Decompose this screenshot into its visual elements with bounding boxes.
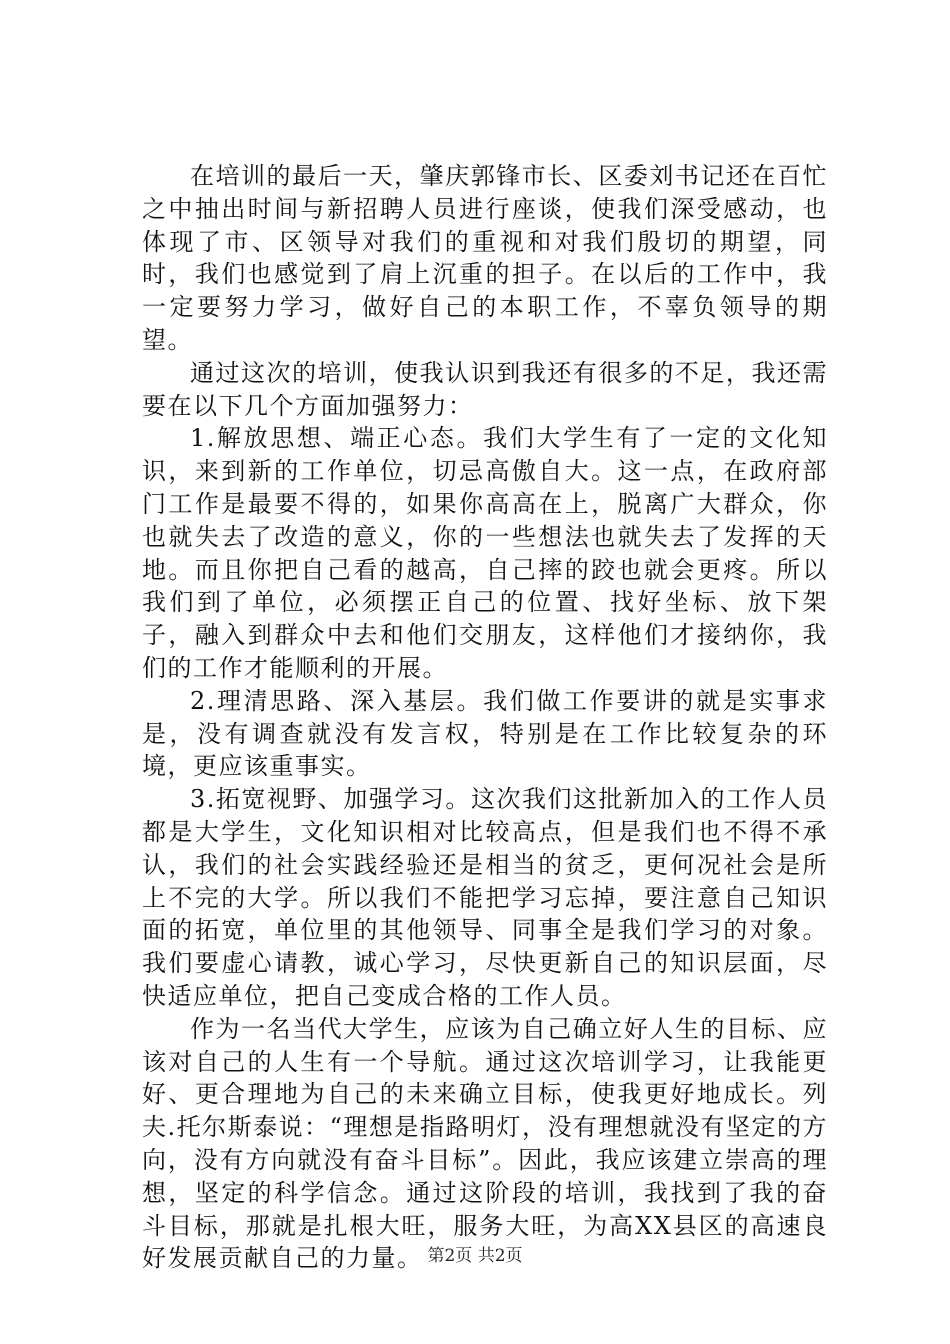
document-body — [142, 160, 828, 1275]
paragraph-3: 1.解放思想、端正心态。我们大学生有了一定的文化知识，来到新的工作单位，切忌高傲自大。这一点，在政府部门工作是最要不得的，如果你高高在上，脱离广大群众，你也就失去了改造的意义，你的一些想法也就失去了发挥的天地。而且你把自己看的越高，自己摔的跤也就会更疼。所以我们到了单位，必须摆正自己的位置、找好坐标、放下架子，融入到群众中去和他们交朋友，这样他们才接纳你，我们的工作才能顺利的开展。 — [142, 424, 828, 682]
paragraph-2: 通过这次的培训，使我认识到我还有很多的不足，我还需要在以下几个方面加强努力： — [142, 358, 828, 420]
paragraph-1: 在培训的最后一天，肇庆郭锋市长、区委刘书记还在百忙之中抽出时间与新招聘人员进行座谈，使我们深受感动，也体现了市、区领导对我们的重视和对我们殷切的期望，同时，我们也感觉到了肩上沉重的担子。在以后的工作中，我一定要努力学习，做好自己的本职工作，不辜负领导的期望。 — [142, 162, 828, 354]
paragraph-4: 2.理清思路、深入基层。我们做工作要讲的就是实事求是，没有调查就没有发言权，特别是在工作比较复杂的环境，更应该重事实。 — [142, 686, 828, 781]
paragraph-6: 作为一名当代大学生，应该为自己确立好人生的目标、应该对自己的人生有一个导航。通过这次培训学习，让我能更好、更合理地为自己的未来确立目标，使我更好地成长。列夫.托尔斯泰说：“理想是指路明灯，没有理想就没有坚定的方向，没有方向就没有奋斗目标”。因此，我应该建立崇高的理想，坚定的科学信念。通过这阶段的培训，我找到了我的奋斗目标，那就是扎根大旺，服务大旺，为高XX县区的高速良好发展贡献自己的力量。 — [142, 1014, 828, 1273]
paragraph-5: 3.拓宽视野、加强学习。这次我们这批新加入的工作人员都是大学生，文化知识相对比较高点，但是我们也不得不承认，我们的社会实践经验还是相当的贫乏，更何况社会是所上不完的大学。所以我们不能把学习忘掉，要注意自己知识面的拓宽，单位里的其他领导、同事全是我们学习的对象。我们要虚心请教，诚心学习，尽快更新自己的知识层面，尽快适应单位，把自己变成合格的工作人员。 — [142, 785, 828, 1010]
page-footer: 第2页 共2页 — [427, 1246, 523, 1266]
